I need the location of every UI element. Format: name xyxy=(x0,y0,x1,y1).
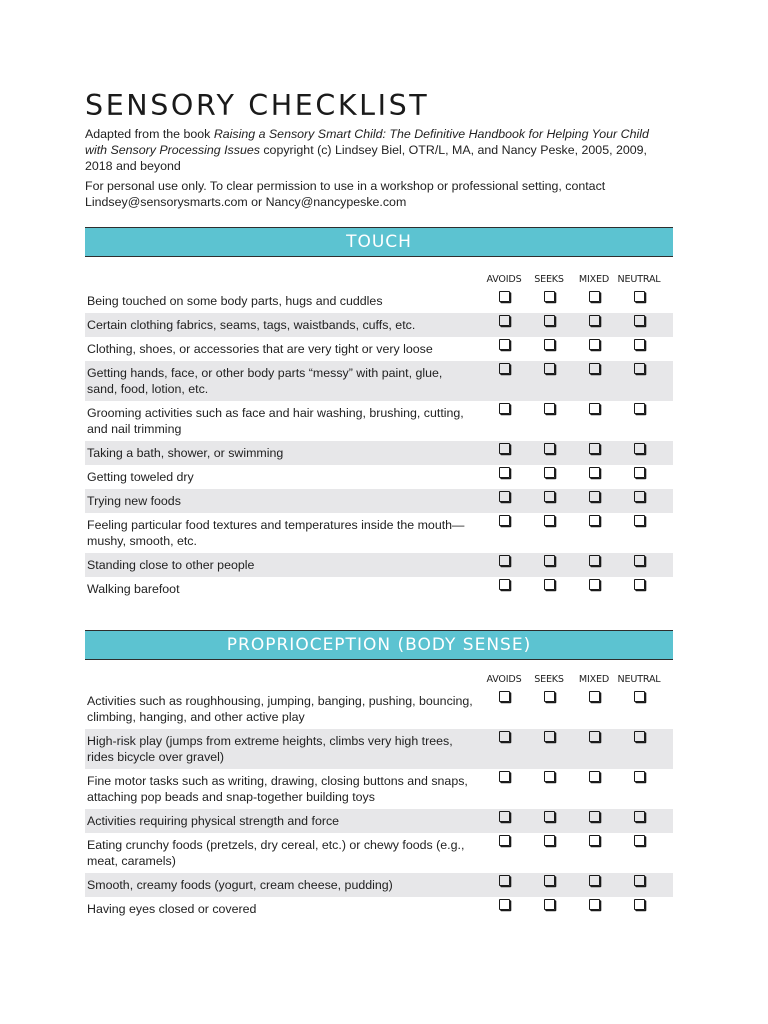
seeks-checkbox[interactable] xyxy=(544,467,555,478)
mixed-checkbox[interactable] xyxy=(589,555,600,566)
mixed-checkbox[interactable] xyxy=(589,731,600,742)
checklist-row xyxy=(85,577,673,601)
checklist-row xyxy=(85,313,673,337)
seeks-checkbox[interactable] xyxy=(544,875,555,886)
checklist-row xyxy=(85,441,673,465)
checklist-item-label: Grooming activities such as face and hair washing, brushing, cutting, and nail trimming xyxy=(87,406,464,436)
seeks-checkbox[interactable] xyxy=(544,835,555,846)
mixed-checkbox[interactable] xyxy=(589,771,600,782)
neutral-checkbox[interactable] xyxy=(634,515,645,526)
avoids-checkbox[interactable] xyxy=(499,315,510,326)
neutral-checkbox[interactable] xyxy=(634,363,645,374)
seeks-checkbox[interactable] xyxy=(544,515,555,526)
seeks-checkbox[interactable] xyxy=(544,555,555,566)
neutral-checkbox[interactable] xyxy=(634,835,645,846)
column-headers xyxy=(85,257,673,289)
mixed-checkbox[interactable] xyxy=(589,363,600,374)
seeks-checkbox[interactable] xyxy=(544,811,555,822)
checklist-row xyxy=(85,289,673,313)
checklist-item-label: Eating crunchy foods (pretzels, dry cereal, etc.) or chewy foods (e.g., meat, caramels) xyxy=(87,838,465,868)
col-neutral: NEUTRAL xyxy=(617,274,661,285)
neutral-checkbox[interactable] xyxy=(634,731,645,742)
neutral-checkbox[interactable] xyxy=(634,579,645,590)
checklist-item-label: Standing close to other people xyxy=(87,558,255,572)
mixed-checkbox[interactable] xyxy=(589,491,600,502)
avoids-checkbox[interactable] xyxy=(499,835,510,846)
avoids-checkbox[interactable] xyxy=(499,771,510,782)
seeks-checkbox[interactable] xyxy=(544,691,555,702)
checklist-item-label: Clothing, shoes, or accessories that are very tight or very loose xyxy=(87,342,433,356)
seeks-checkbox[interactable] xyxy=(544,579,555,590)
attribution-copyright: copyright (c) Lindsey Biel, OTR/L, MA, and Nancy Peske, 2005, 2009, 2018 and beyond xyxy=(85,143,647,173)
mixed-checkbox[interactable] xyxy=(589,515,600,526)
proprioception-list xyxy=(85,689,673,921)
checklist-row xyxy=(85,465,673,489)
neutral-checkbox[interactable] xyxy=(634,339,645,350)
seeks-checkbox[interactable] xyxy=(544,315,555,326)
avoids-checkbox[interactable] xyxy=(499,899,510,910)
section-header-touch: TOUCH xyxy=(85,227,673,257)
avoids-checkbox[interactable] xyxy=(499,731,510,742)
checklist-row xyxy=(85,689,673,729)
avoids-checkbox[interactable] xyxy=(499,443,510,454)
mixed-checkbox[interactable] xyxy=(589,467,600,478)
avoids-checkbox[interactable] xyxy=(499,403,510,414)
checklist-item-label: Certain clothing fabrics, seams, tags, waistbands, cuffs, etc. xyxy=(87,318,416,332)
checklist-item-label: Fine motor tasks such as writing, drawing, closing buttons and snaps, attaching pop beads and snap-together building toys xyxy=(87,774,468,804)
mixed-checkbox[interactable] xyxy=(589,291,600,302)
avoids-checkbox[interactable] xyxy=(499,875,510,886)
checklist-item-label: Activities such as roughhousing, jumping, banging, pushing, bouncing, climbing, hanging, and other active play xyxy=(87,694,473,724)
seeks-checkbox[interactable] xyxy=(544,339,555,350)
avoids-checkbox[interactable] xyxy=(499,515,510,526)
neutral-checkbox[interactable] xyxy=(634,291,645,302)
checklist-row xyxy=(85,513,673,553)
checklist-item-label: Having eyes closed or covered xyxy=(87,902,257,916)
touch-list xyxy=(85,289,673,601)
checklist-row xyxy=(85,897,673,921)
avoids-checkbox[interactable] xyxy=(499,339,510,350)
avoids-checkbox[interactable] xyxy=(499,555,510,566)
mixed-checkbox[interactable] xyxy=(589,315,600,326)
seeks-checkbox[interactable] xyxy=(544,771,555,782)
neutral-checkbox[interactable] xyxy=(634,443,645,454)
seeks-checkbox[interactable] xyxy=(544,443,555,454)
checklist-row xyxy=(85,553,673,577)
avoids-checkbox[interactable] xyxy=(499,291,510,302)
checklist-row xyxy=(85,833,673,873)
intro-permission: For personal use only. To clear permission to use in a workshop or professional setting, contact Lindsey@sensorysmarts.com or Nancy@nancypeske.com xyxy=(85,179,606,209)
neutral-checkbox[interactable] xyxy=(634,691,645,702)
mixed-checkbox[interactable] xyxy=(589,443,600,454)
checklist-row xyxy=(85,769,673,809)
checklist-item-label: Getting hands, face, or other body parts “messy” with paint, glue, sand, food, lotion, etc. xyxy=(87,366,443,396)
checklist-row xyxy=(85,401,673,441)
mixed-checkbox[interactable] xyxy=(589,691,600,702)
neutral-checkbox[interactable] xyxy=(634,811,645,822)
col-seeks: SEEKS xyxy=(534,674,564,685)
checklist-item-label: High-risk play (jumps from extreme heights, climbs very high trees, rides bicycle over gravel) xyxy=(87,734,453,764)
mixed-checkbox[interactable] xyxy=(589,403,600,414)
checklist-row xyxy=(85,873,673,897)
col-mixed: MIXED xyxy=(578,674,610,685)
attribution-prefix: Adapted from the book xyxy=(85,127,214,141)
intro-attribution xyxy=(85,126,673,174)
col-avoids: AVOIDS xyxy=(486,674,522,685)
neutral-checkbox[interactable] xyxy=(634,555,645,566)
checklist-row xyxy=(85,489,673,513)
avoids-checkbox[interactable] xyxy=(499,363,510,374)
checklist-item-label: Smooth, creamy foods (yogurt, cream cheese, pudding) xyxy=(87,878,393,892)
avoids-checkbox[interactable] xyxy=(499,467,510,478)
column-headers xyxy=(85,660,673,689)
checklist-item-label: Trying new foods xyxy=(87,494,181,508)
avoids-checkbox[interactable] xyxy=(499,691,510,702)
neutral-checkbox[interactable] xyxy=(634,315,645,326)
checklist-item-label: Being touched on some body parts, hugs and cuddles xyxy=(87,294,383,308)
checklist-page xyxy=(85,88,673,921)
mixed-checkbox[interactable] xyxy=(589,579,600,590)
mixed-checkbox[interactable] xyxy=(589,339,600,350)
avoids-checkbox[interactable] xyxy=(499,811,510,822)
neutral-checkbox[interactable] xyxy=(634,467,645,478)
avoids-checkbox[interactable] xyxy=(499,579,510,590)
mixed-checkbox[interactable] xyxy=(589,835,600,846)
checklist-item-label: Activities requiring physical strength and force xyxy=(87,814,340,828)
mixed-checkbox[interactable] xyxy=(589,875,600,886)
seeks-checkbox[interactable] xyxy=(544,403,555,414)
book-title: Raising a Sensory Smart Child: The Definitive Handbook for Helping Your Child with Sensory Processing Issues xyxy=(85,127,649,157)
section-header-proprioception: PROPRIOCEPTION (BODY SENSE) xyxy=(85,630,673,660)
col-neutral: NEUTRAL xyxy=(617,674,661,685)
col-seeks: SEEKS xyxy=(534,274,564,285)
neutral-checkbox[interactable] xyxy=(634,771,645,782)
neutral-checkbox[interactable] xyxy=(634,403,645,414)
mixed-checkbox[interactable] xyxy=(589,811,600,822)
neutral-checkbox[interactable] xyxy=(634,899,645,910)
seeks-checkbox[interactable] xyxy=(544,363,555,374)
checklist-row xyxy=(85,337,673,361)
col-avoids: AVOIDS xyxy=(486,274,522,285)
checklist-item-label: Getting toweled dry xyxy=(87,470,194,484)
page-title: SENSORY CHECKLIST xyxy=(85,89,430,122)
seeks-checkbox[interactable] xyxy=(544,491,555,502)
checklist-item-label: Walking barefoot xyxy=(87,582,180,596)
seeks-checkbox[interactable] xyxy=(544,899,555,910)
seeks-checkbox[interactable] xyxy=(544,291,555,302)
checklist-row xyxy=(85,361,673,401)
avoids-checkbox[interactable] xyxy=(499,491,510,502)
seeks-checkbox[interactable] xyxy=(544,731,555,742)
checklist-row xyxy=(85,809,673,833)
intro xyxy=(85,126,673,210)
checklist-row xyxy=(85,729,673,769)
checklist-item-label: Taking a bath, shower, or swimming xyxy=(87,446,284,460)
neutral-checkbox[interactable] xyxy=(634,875,645,886)
neutral-checkbox[interactable] xyxy=(634,491,645,502)
checklist-item-label: Feeling particular food textures and temperatures inside the mouth—mushy, smooth, etc. xyxy=(87,518,465,548)
mixed-checkbox[interactable] xyxy=(589,899,600,910)
col-mixed: MIXED xyxy=(578,274,610,285)
